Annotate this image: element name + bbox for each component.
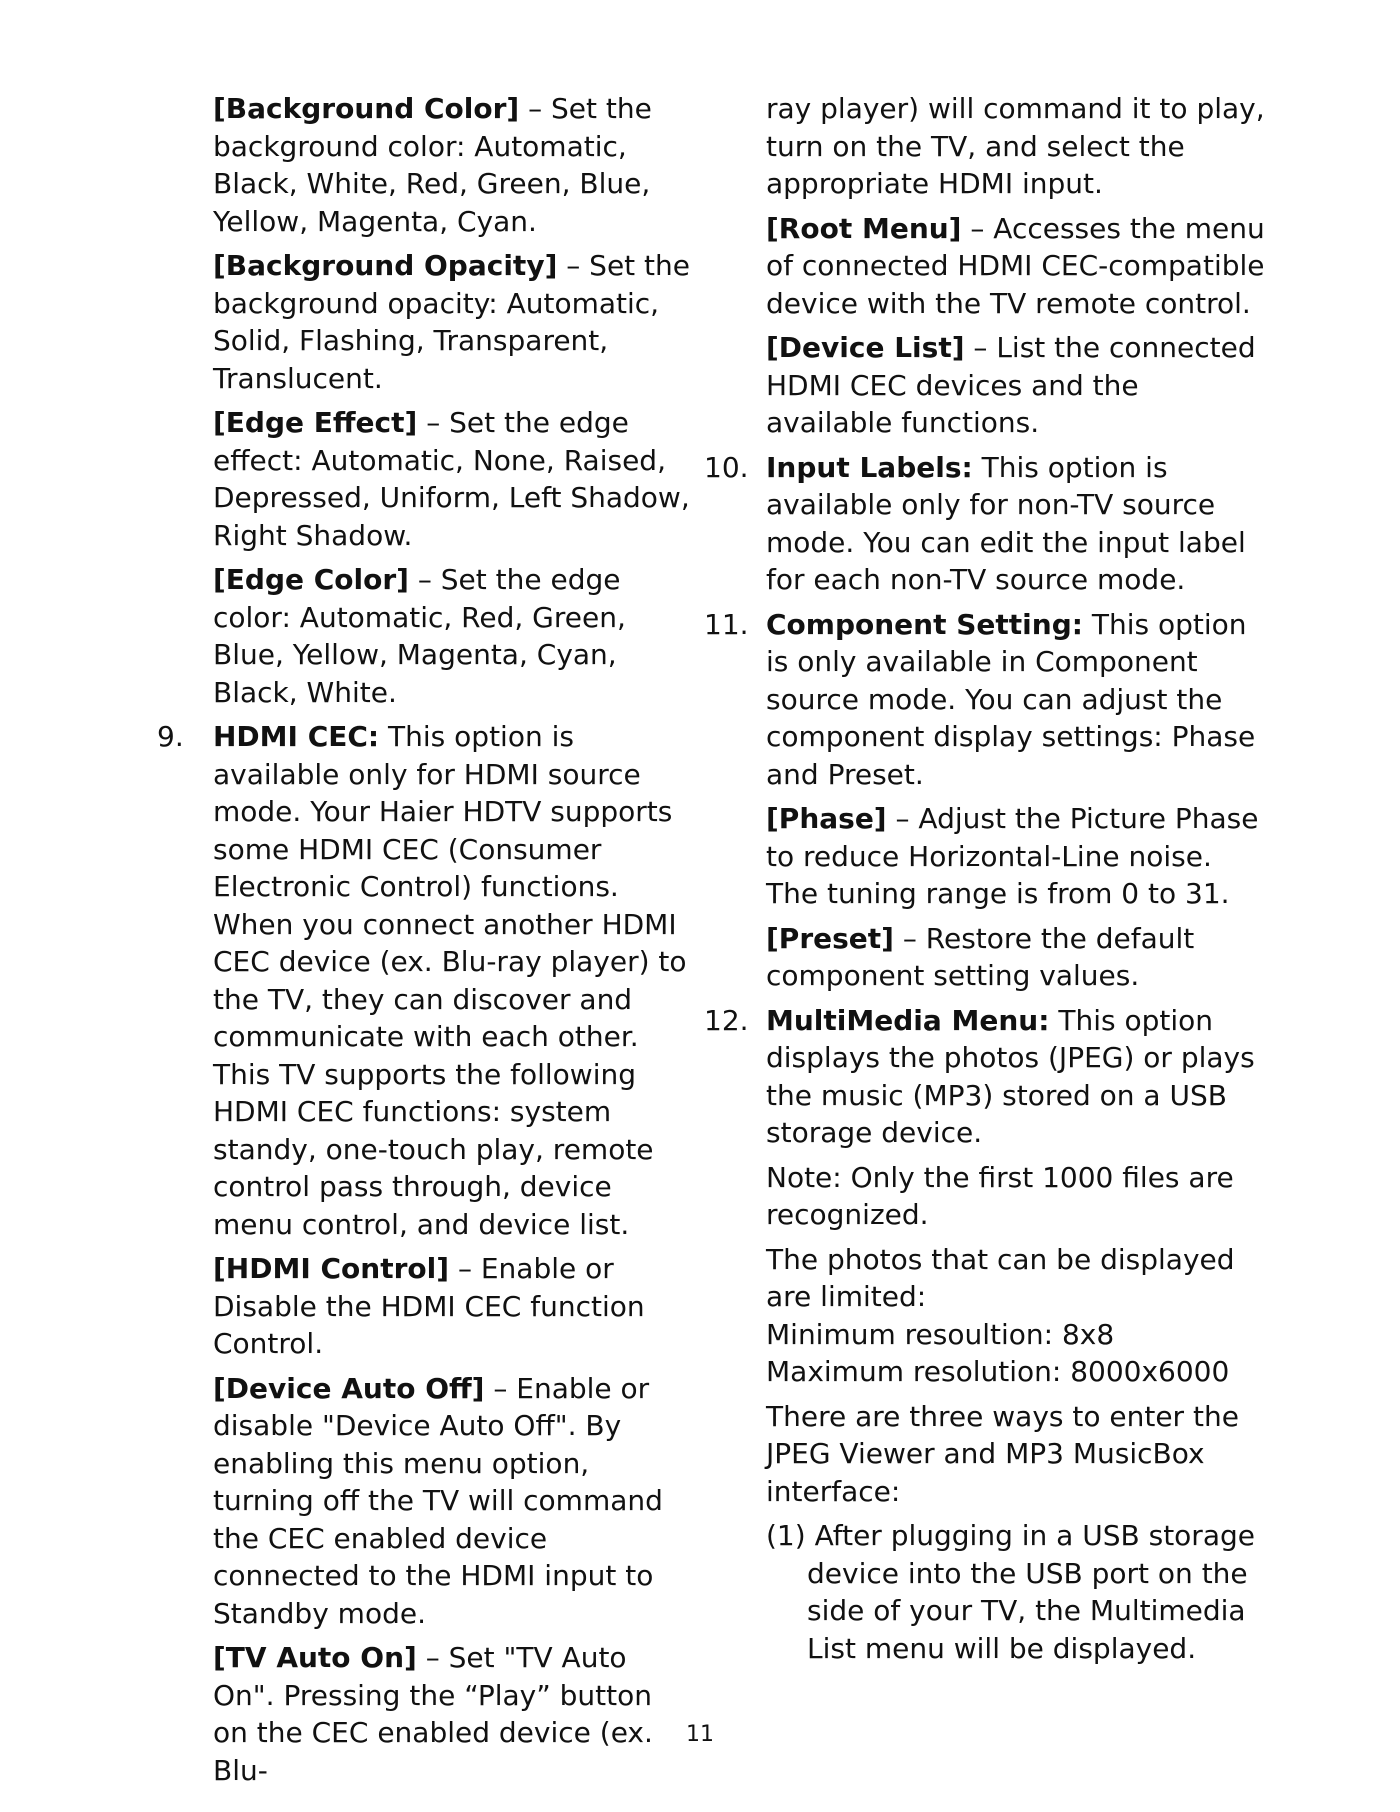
hdmi-control-description: – Enable or Disable the HDMI CEC function Control.: [213, 1252, 645, 1360]
tv-auto-on-description: – Set "TV Auto On". Pressing the “Play” button on the CEC enabled device (ex. Blu-: [213, 1641, 653, 1787]
hdmi-control-term: [HDMI Control]: [213, 1252, 450, 1285]
three-ways-text: There are three ways to enter the JPEG Viewer and MP3 MusicBox interface:: [766, 1399, 1239, 1508]
right-column: [704, 90, 1266, 1674]
item-11-number: 11.: [704, 607, 749, 641]
edge-color-description: – Set the edge color: Automatic, Red, Green, Blue, Yellow, Magenta, Cyan, Black, White.: [213, 563, 626, 709]
device-list-description: – List the connected HDMI CEC devices and the available functions.: [766, 331, 1256, 439]
item-10-number: 10.: [704, 450, 749, 484]
device-list-term: [Device List]: [766, 331, 965, 364]
phase-entry: [766, 800, 1266, 913]
item-11-component-setting: [704, 606, 1266, 794]
way-1-text: (1) After plugging in a USB storage device into the USB port on the side of your TV, the Multimedia List menu will be displayed.: [766, 1519, 1255, 1665]
background-opacity-description: – Set the background opacity: Automatic, Solid, Flashing, Transparent, Translucent.: [213, 249, 691, 395]
item-9-title: HDMI CEC:: [213, 720, 380, 753]
root-menu-description: – Accesses the menu of connected HDMI CEC-compatible device with the TV remote control.: [766, 211, 1265, 320]
hdmi-control-entry: [213, 1250, 693, 1363]
item-9-number: 9.: [157, 720, 184, 753]
item-9-description: This option is available only for HDMI source mode. Your Haier HDTV supports some HDMI CEC (Consumer Electronic Control) functions. When you connect another HDMI CEC device (ex. Blu-ray player) to the TV, they can discover and communicate with each other. This TV supports the following HDMI CEC functions: system standy, one-touch play, remote control pass through, device menu control, and device list.: [213, 720, 687, 1241]
edge-color-entry: [213, 561, 693, 711]
page-number: 11: [686, 1722, 714, 1747]
photos-limited-text: The photos that can be displayed are limited:: [766, 1242, 1235, 1313]
edge-effect-description: – Set the edge effect: Automatic, None, Raised, Depressed, Uniform, Left Shadow, Right Shadow.: [213, 406, 690, 552]
device-list-entry: [766, 329, 1266, 442]
root-menu-term: [Root Menu]: [766, 211, 962, 245]
item-12-title: MultiMedia Menu:: [766, 1003, 1050, 1037]
item-11-title: Component Setting:: [766, 607, 1083, 641]
preset-entry: [766, 920, 1266, 995]
note-text: Note: Only the first 1000 files are recognized.: [766, 1160, 1234, 1231]
background-color-term: [Background Color]: [213, 92, 520, 125]
left-column: [157, 90, 693, 1796]
background-color-description: – Set the background color: Automatic, Black, White, Red, Green, Blue, Yellow, Magenta, Cyan.: [213, 92, 652, 238]
item-10-description: This option is available only for non-TV source mode. You can edit the input label for each non-TV source mode.: [766, 450, 1246, 596]
device-auto-off-entry: [213, 1370, 693, 1633]
minimum-resolution-text: Minimum resoultion: 8x8: [766, 1317, 1115, 1351]
edge-effect-entry: [213, 404, 693, 554]
phase-description: – Adjust the Picture Phase to reduce Horizontal-Line noise. The tuning range is from 0 to 31.: [766, 802, 1259, 910]
background-opacity-term: [Background Opacity]: [213, 249, 558, 282]
maximum-resolution-text: Maximum resolution: 8000x6000: [766, 1355, 1230, 1388]
item-10-input-labels: [704, 449, 1266, 599]
edge-color-term: [Edge Color]: [213, 563, 409, 596]
preset-term: [Preset]: [766, 921, 894, 955]
preset-description: – Restore the default component setting values.: [766, 921, 1195, 992]
item-11-description: This option is only available in Component source mode. You can adjust the component display settings: Phase and Preset.: [766, 607, 1256, 791]
background-color-entry: [213, 90, 693, 240]
root-menu-entry: [766, 210, 1266, 323]
item-12-description: This option displays the photos (JPEG) or plays the music (MP3) stored on a USB storage device.: [766, 1003, 1255, 1149]
device-auto-off-term: [Device Auto Off]: [213, 1371, 485, 1405]
item-10-title: Input Labels:: [766, 450, 973, 484]
item-12-number: 12.: [704, 1003, 749, 1037]
item-9-hdmi-cec: [157, 718, 693, 1243]
tv-auto-on-term: [TV Auto On]: [213, 1641, 417, 1674]
tv-auto-on-entry: [213, 1639, 693, 1789]
phase-term: [Phase]: [766, 802, 887, 835]
tv-auto-on-continued: ray player) will command it to play, turn on the TV, and select the appropriate HDMI input.: [766, 92, 1265, 200]
item-12-multimedia-menu: [704, 1002, 1266, 1152]
device-auto-off-description: – Enable or disable "Device Auto Off". By enabling this menu option, turning off the TV will command the CEC enabled device connected to the HDMI input to Standby mode.: [213, 1371, 663, 1630]
background-opacity-entry: [213, 247, 693, 397]
edge-effect-term: [Edge Effect]: [213, 406, 418, 439]
